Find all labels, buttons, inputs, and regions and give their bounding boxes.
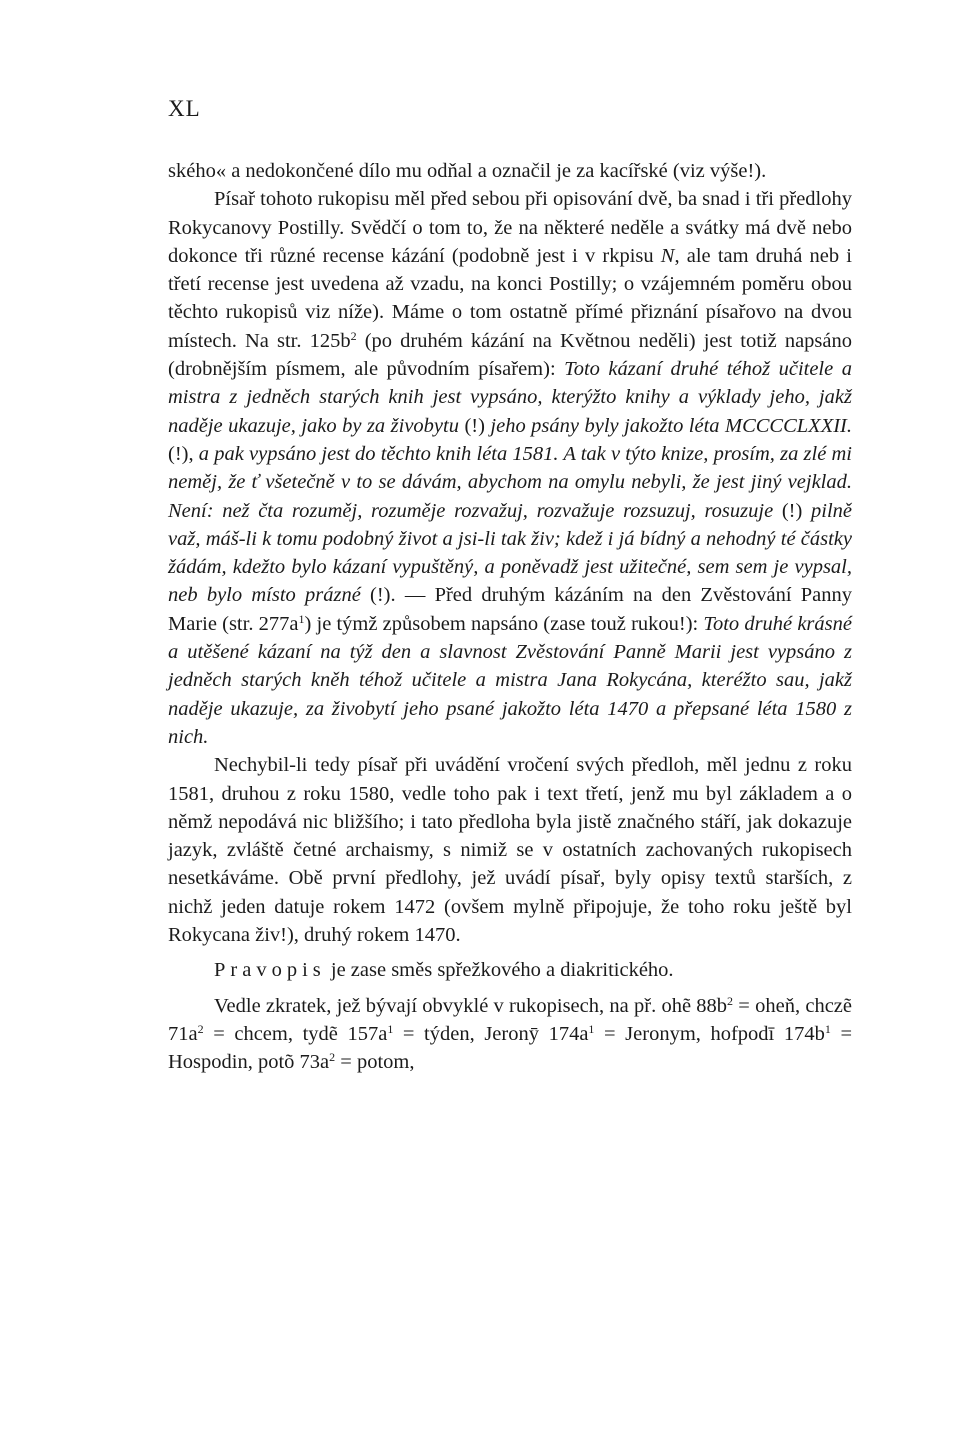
text-segment: = Jeronym, hofpodī 174b: [594, 1022, 825, 1045]
italic-text: N: [660, 244, 675, 267]
spaced-heading-text: Pravopis: [214, 959, 326, 982]
text-segment: (!). — Před druhým kázáním na den Zvěstování Panny Marie (str. 277a: [168, 584, 852, 635]
superscript: 2: [329, 1050, 336, 1065]
text-body: [168, 157, 852, 1077]
italic-text: Toto kázaní druhé téhož učitele a mistra z jedněch starých knih jest vypsáno, kterýžto knihy a výklady jeho, jakž naděje ukazuje, jako by za živobytu: [168, 358, 852, 437]
text-segment: = Hospodin, potõ 73a: [168, 1022, 853, 1074]
superscript: 1: [387, 1021, 394, 1036]
text-segment: = chcem, tydẽ 157a: [203, 1022, 388, 1045]
superscript: 2: [197, 1021, 204, 1036]
text-segment: (!): [458, 414, 491, 437]
text-segment: = týden, Jeronȳ 174a: [393, 1022, 589, 1045]
text-segment: Vedle zkratek, jež bývají obvyklé v rukopisech, na př. ohẽ 88b: [214, 994, 728, 1017]
page-number: XL: [168, 96, 201, 121]
superscript: 1: [824, 1021, 831, 1036]
italic-text: pilně važ, máš-li k tomu podobný život a jsi-li tak živ; kdež i já bídný a nehodný té částky žádám, kdežto bylo kázaní vypuštěný, a poněvadž jest užitečné, sem sem je vypsal, neb bylo místo prázné: [168, 499, 853, 607]
text-segment: (!): [773, 499, 812, 522]
superscript: 1: [588, 1021, 595, 1036]
text-segment: ) je týmž způsobem napsáno (zase touž rukou!):: [304, 612, 704, 635]
text-segment: , ale tam druhá neb i třetí recense jest uvedena až vzadu, na konci Postilly; o vzájemném poměru obou těchto rukopisů viz níže). Máme o tom ostatně přímé přiznání písařovo na dvou místech. Na str. 125b: [168, 244, 852, 352]
paragraph: [168, 956, 852, 984]
text-segment: Nechybil-li tedy písař při uvádění vročení svých předloh, měl jednu z roku 1581, druhou z roku 1580, vedle toho pak i text třetí, jenž mu byl základem a o němž nepodává nic bližšího; i tato předloha byla jistě značného stáří, jak dokazuje jazyk, zvláště četné archaismy, s nimiž se v ostatních zachovaných rukopisech nesetkáváme. Obě první předlohy, jež uvádí písař, byly opisy textů starších, z nichž jeden datuje rokem 1472 (ovšem mylně připojuje, že toho roku ještě byl Rokycana živ!), druhý rokem 1470.: [168, 754, 852, 947]
paragraph: [168, 751, 852, 949]
italic-text: a pak vypsáno jest do těchto knih léta 1581. A tak v týto knize, prosím, za zlé mi neměj, že ť všetečně v to se dávám, abychom na omylu nebyli, že jest jiný vejklad. Není: než čta rozuměj, rozuměje rozvažuj, rozvažuje rozsuzuj, rosuzuje: [168, 442, 852, 522]
paragraph: [168, 185, 852, 751]
text-segment: ského« a nedokončené dílo mu odňal a označil je za kacířské (viz výše!).: [168, 160, 767, 182]
text-segment: = oheň, chczẽ 71a: [168, 994, 852, 1045]
paragraph: [168, 992, 852, 1077]
paragraph: [168, 157, 852, 185]
text-segment: (po druhém kázání na Květnou neděli) jest totiž napsáno (drobnějším písmem, ale původním písařem):: [168, 329, 852, 381]
italic-text: jeho psány byly jakožto léta MCCCCLXXII.: [490, 414, 853, 437]
text-segment: je zase směs spřežkového a diakritického.: [325, 959, 674, 982]
italic-text: Toto druhé krásné a utěšené kázaní na týž den a slavnost Zvěstování Panně Marii jest vypsáno z jedněch starých kněh téhož učitele a mistra Jana Rokycána, kteréžto sau, jakž naděje ukazuje, za živobytí jeho psané jakožto léta 1470 a přepsané léta 1580 z nich.: [168, 612, 852, 748]
text-segment: Písař tohoto rukopisu měl před sebou při opisování dvě, ba snad i tři předlohy Rokycanovy Postilly. Svědčí o tom to, že na některé neděle a svátky má dvě nebo dokonce tři různé recense kázání (podobně jest i v rkpisu: [168, 188, 852, 267]
superscript: 1: [298, 611, 305, 626]
text-segment: (!),: [168, 442, 199, 465]
text-segment: = potom,: [335, 1051, 415, 1074]
superscript: 2: [350, 328, 357, 343]
superscript: 2: [727, 993, 734, 1008]
